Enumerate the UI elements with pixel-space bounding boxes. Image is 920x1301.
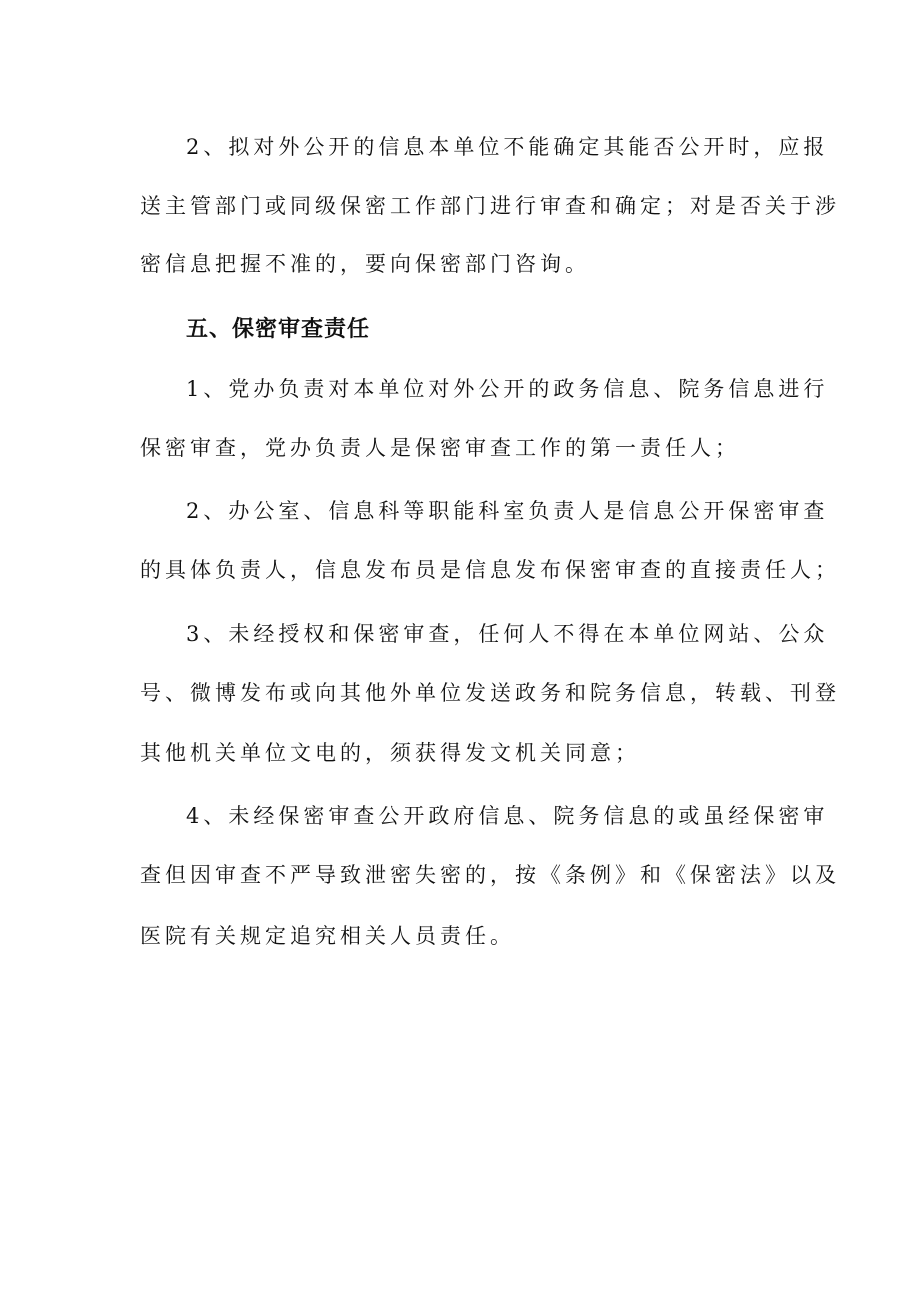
text-line: 送主管部门或同级保密工作部门进行审查和确定；对是否关于涉 [140, 194, 840, 218]
text-line: 查但因审查不严导致泄密失密的，按《条例》和《保密法》以及 [140, 863, 840, 887]
text-line: 其他机关单位文电的，须获得发文机关同意； [140, 741, 640, 765]
text-line: 2、拟对外公开的信息本单位不能确定其能否公开时，应报 [186, 135, 829, 159]
text-line: 2、办公室、信息科等职能科室负责人是信息公开保密审查 [186, 499, 829, 523]
text-line: 保密审查，党办负责人是保密审查工作的第一责任人； [140, 436, 740, 460]
text-line: 的具体负责人，信息发布员是信息发布保密审查的直接责任人； [140, 558, 840, 582]
text-line: 医院有关规定追究相关人员责任。 [140, 924, 515, 948]
text-line: 号、微博发布或向其他外单位发送政务和院务信息，转载、刊登 [140, 681, 840, 705]
text-line: 密信息把握不准的，要向保密部门咨询。 [140, 252, 590, 276]
text-line: 3、未经授权和保密审查，任何人不得在本单位网站、公众 [186, 622, 829, 646]
text-line: 1、党办负责对本单位对外公开的政务信息、院务信息进行 [186, 377, 829, 401]
text-line: 4、未经保密审查公开政府信息、院务信息的或虽经保密审 [186, 804, 829, 828]
section-heading: 五、保密审查责任 [186, 317, 371, 342]
